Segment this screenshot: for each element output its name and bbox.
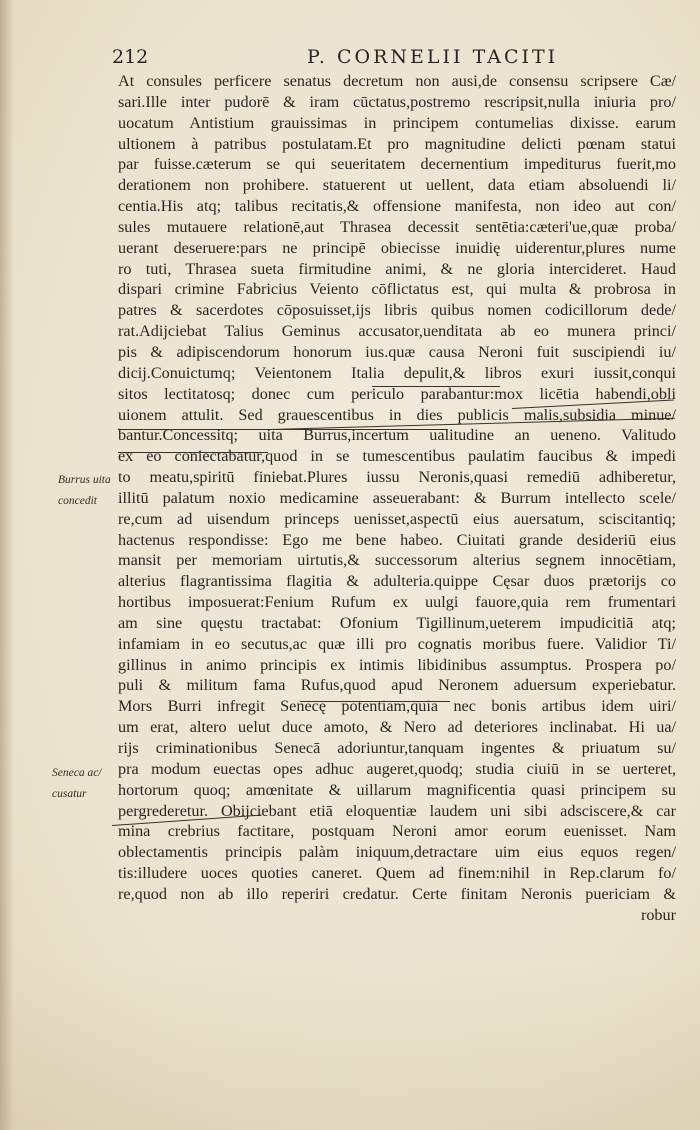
- text-line: uocatum Antistium grauissimas in principem contumelias dixisse. earum: [118, 113, 676, 132]
- ink-underline: [300, 701, 450, 702]
- text-line: pis & adipiscendorum honorum ius.quæ causa Neroni fuit suscipiendi iu/: [118, 342, 676, 361]
- text-line: alterius flagrantissima flagitia & adulteria.quippe Cęsar duos prætorijs co: [118, 572, 676, 591]
- marginal-note-line: cusatur: [52, 788, 87, 800]
- text-line: pra modum euectas opes adhuc augeret,quodq; studia ciuiū in se uerteret,: [118, 759, 676, 778]
- marginal-note-line: concedit: [58, 495, 97, 507]
- text-line: tis:illudere uoces quoties caneret. Quem ad finem:nihil in Rep.clarum fo/: [118, 864, 676, 883]
- text-line: to meatu,spiritū finiebat.Plures iussu Neronis,quasi remediū adhiberetur,: [118, 468, 676, 487]
- text-line: hortorum quoq; amœnitate & uillarum magnificentia quasi principem su: [118, 780, 676, 799]
- text-line: par fuisse.cæterum se qui seueritatem decernentium impediturus fuerit,mo: [118, 155, 676, 174]
- text-line: Mors Burri infregit Senecę potentiam,quia nec bonis artibus idem uiri/: [118, 697, 676, 716]
- text-line: rijs criminationibus Senecā adoriuntur,tanquam ingentes & priuatum su/: [118, 739, 676, 757]
- text-line: ultionem à patribus postulatam.Et pro magnitudine delicti pœnam statui: [118, 134, 676, 153]
- text-line: oblectamentis principis palàm iniquum,detractare uim eius equos regen/: [118, 843, 676, 862]
- text-line: hortibus imposuerat:Fenium Rufum ex uulgi fauore,quia rem frumentari: [118, 593, 676, 612]
- text-line: centia.His atq; talibus recitatis,& offensione manifesta, non ideo aut con/: [118, 197, 676, 216]
- text-line: puli & militum fama Rufus,quod apud Neronem aduersum experiebatur.: [118, 676, 676, 695]
- text-line: dicij.Conuictumq; Veientonem Italia depulit,& libros exuri iussit,conqui: [118, 363, 676, 382]
- text-line: At consules perficere senatus decretum non ausi,de consensu scripsere Cæ/: [118, 72, 676, 90]
- ink-underline: [372, 386, 500, 387]
- text-line: sari.Ille inter pudorē & iram cūctatus,postremo rescripsit,nulla iniuria pro/: [118, 92, 676, 111]
- text-line: dispari crimine Fabricius Veiento cōflictatus est, qui multa & probrosa in: [118, 280, 676, 299]
- ink-underline: [118, 452, 268, 453]
- text-line: sitos lectitatosq; donec cum periculo parabantur:mox licētia habendi,obli: [118, 384, 676, 403]
- text-line: derationem non prohibere. statuerent ut uellent, data etiam absoluendi li/: [118, 176, 676, 195]
- text-line: re,cum ad uisendum princeps uenisset,aspectū eius auersatum, sciscitantiq;: [118, 509, 676, 528]
- paper-stain: [0, 960, 700, 1130]
- main-text: [118, 71, 676, 926]
- text-line: rat.Adijciebat Talius Geminus accusator,uenditata ab eo munera princi/: [118, 322, 676, 341]
- text-line: robur: [640, 905, 676, 924]
- text-line: uerant deseruere:pars ne principē obiecisse inuidię uiderentur,plures nume: [118, 238, 676, 257]
- page-number: 212: [112, 46, 149, 68]
- page-header: [112, 44, 672, 72]
- text-line: ro tuti, Thrasea sueta firmitudine animi, & ne gloria intercideret. Haud: [118, 259, 676, 278]
- text-line: patres & sacerdotes cōposuisset,ijs libris quibus nomen codicillorum dede/: [118, 301, 676, 320]
- text-line: pergrederetur. Obijciebant etiā eloquentiæ laudem uni sibi adsciscere,& car: [118, 801, 676, 820]
- text-line: re,quod non ab illo reperiri credatur. Certe finitam Neronis puericiam &: [118, 884, 676, 903]
- running-head: P. CORNELII TACITI: [307, 46, 559, 68]
- text-line: hactenus respondisse: Ego me bene habeo. Ciuitati grande desideriū eius: [118, 530, 676, 549]
- text-line: gillinus in animo principis ex intimis libidinibus assumptus. Prospera po/: [118, 655, 676, 674]
- marginal-note-line: Burrus uita: [58, 474, 111, 486]
- text-line: illitū palatum noxio medicamine asseuerabant: & Burrum intellecto scele/: [118, 488, 676, 507]
- marginal-note-seneca: [52, 763, 122, 805]
- text-line: am sine quęstu tractabat: Ofonium Tigillinum,ueterem impudicitiā atq;: [118, 613, 676, 632]
- text-line: uionem attulit. Sed grauescentibus in dies publicis malis,subsidia minue/: [118, 405, 676, 424]
- text-line: bantur.Concessitq; uita Burrus,incertum ualitudine an ueneno. Valitudo: [118, 426, 676, 445]
- text-line: ex eo coniectabatur,quod in se tumescentibus paulatim faucibus & impedi: [118, 447, 676, 466]
- marginal-note-burrus: [58, 470, 128, 512]
- marginal-note-line: Seneca ac/: [52, 767, 102, 779]
- text-line: mina crebrius factitare, postquam Neroni amor eorum euenisset. Nam: [118, 822, 676, 841]
- text-line: sules mutauere relationē,aut Thrasea decessit sentētia:cæteri'ue,quæ proba/: [118, 217, 676, 236]
- text-line: mansit per memoriam uirtutis,& successorum alterius segnem innocētiam,: [118, 551, 676, 570]
- text-line: infamiam in eo secutus,ac quæ illi pro cognatis moribus fuere. Validior Ti/: [118, 634, 676, 653]
- text-line: um erat, altero uelut duce amoto, & Nero ad deteriores inclinabat. Hi ua/: [118, 718, 676, 737]
